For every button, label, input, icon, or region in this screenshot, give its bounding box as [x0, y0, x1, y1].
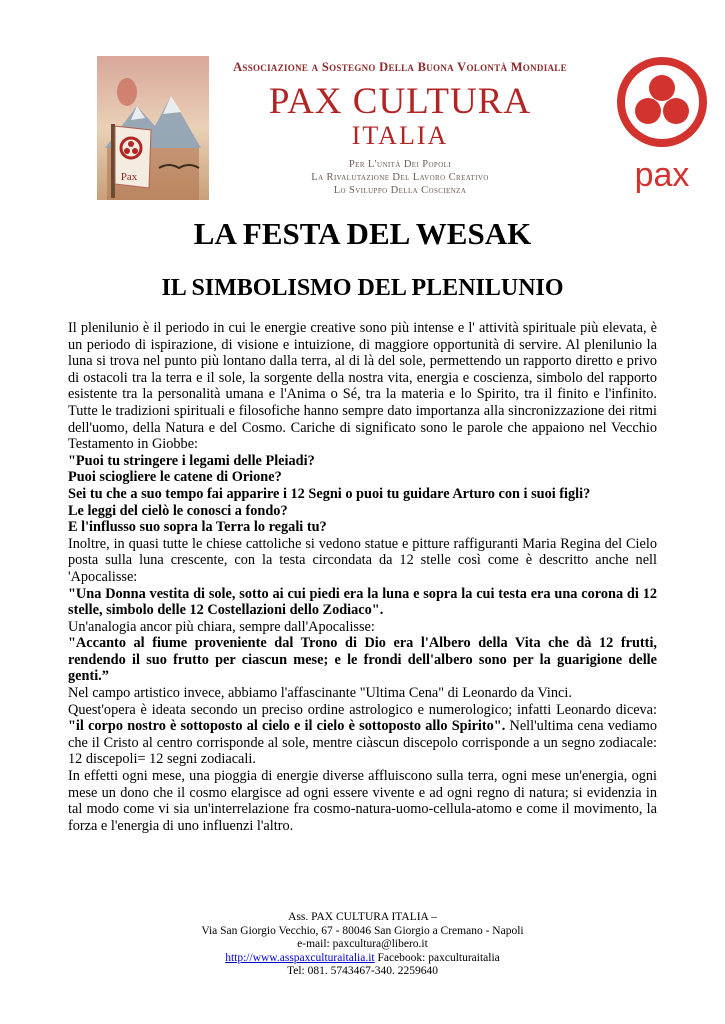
- quote-apocalypse-1: "Una Donna vestita di sole, sotto ai cui piedi era la luna e sopra la cui testa era una corona di 12 stelle, simbolo delle 12 Costellazioni dello Zodiaco".: [68, 585, 657, 619]
- quote-line: Puoi sciogliere le catene di Orione?: [68, 469, 282, 486]
- quote-line: "Puoi tu stringere i legami delle Pleiadi?: [68, 452, 315, 469]
- org-country: ITALIA: [351, 121, 449, 150]
- article-body: [68, 320, 657, 834]
- footer-address: Via San Giorgio Vecchio, 67 - 80046 San Giorgio a Cremano - Napoli: [201, 924, 524, 937]
- page-subtitle: IL SIMBOLISMO DEL PLENILUNIO: [161, 275, 564, 301]
- quote-line: E l'influsso suo sopra la Terra lo regali tu?: [68, 519, 327, 536]
- leonardo-intro: Quest'opera è ideata secondo un preciso ordine astrologico e numerologico; infatti Leonardo diceva:: [68, 701, 657, 718]
- paragraph-analogy: Un'analogia ancor più chiara, sempre dall'Apocalisse:: [68, 618, 375, 635]
- leonardo-quote: "il corpo nostro è sottoposto al cielo e il cielo è sottoposto allo Spirito".: [68, 718, 506, 735]
- footer-email: e-mail: paxcultura@libero.it: [297, 938, 428, 951]
- footer-phone: Tel: 081. 5743467-340. 2259640: [287, 965, 438, 978]
- page-title: LA FESTA DEL WESAK: [193, 216, 532, 251]
- motto-line: La Rivalutazione Del Lavoro Creativo: [311, 172, 489, 183]
- pax-logo: [614, 52, 710, 202]
- footer-facebook: Facebook: paxculturaitalia: [374, 951, 500, 964]
- website-link[interactable]: http://www.asspaxculturaitalia.it: [225, 951, 375, 964]
- paragraph-conclusion: In effetti ogni mese, una pioggia di energie diverse affluiscono sulla terra, ogni mese un'energia, ogni mese un dono che il cosmo elargisce ad ogni essere vivente e ad ogni regno di natura; si evidenzia in tal modo come vi sia un'interrelazione fra cosmo-natura-uomo-cellula-atomo e come il movimento, la forza e l'energia di uno influenzi l'altro.: [68, 768, 657, 834]
- mottos: [230, 158, 570, 197]
- quote-line: Sei tu che a suo tempo fai apparire i 12 Segni o puoi tu guidare Arturo con i suoi figli?: [68, 485, 591, 502]
- poster-text: Pax: [120, 171, 138, 183]
- logo-text: pax: [634, 156, 690, 194]
- motto-line: Lo Sviluppo Della Coscienza: [333, 185, 467, 196]
- quote-line: Le leggi del cielò le conosci a fondo?: [68, 502, 288, 519]
- paragraph-leonardo: [68, 702, 657, 768]
- leonardo-after: Nell'ultima cena vediamo che il Cristo al centro corrisponde al sole, mentre ciàscun discepolo corrisponde a un segno zodiacale: 12 discepoli= 12 segni zodiacali.: [68, 718, 657, 768]
- paragraph-churches: Inoltre, in quasi tutte le chiese cattoliche si vedono statue e pitture raffiguranti Maria Regina del Cielo posta sulla luna crescente, con la testa circondata da 12 stelle così come è descritto anche nell 'Apocalisse:: [68, 535, 657, 585]
- quote-apocalypse-2: "Accanto al fiume proveniente dal Trono di Dio era l'Albero della Vita che dà 12 frutti, rendendo il suo frutto per ciascun mese; e le frondi dell'albero sono per la guarigione delle genti.”: [68, 635, 657, 685]
- letterhead: [0, 0, 725, 205]
- footer-org: Ass. PAX CULTURA ITALIA –: [288, 911, 437, 923]
- footer-web-line: [0, 952, 725, 966]
- paragraph-art: Nel campo artistico invece, abbiamo l'affascinante "Ultima Cena" di Leonardo da Vinci.: [68, 685, 572, 702]
- motto-line: Per L'unità Dei Popoli: [348, 159, 452, 170]
- org-name: PAX CULTURA: [268, 81, 532, 122]
- pax-poster-image: [97, 56, 209, 200]
- association-line: Associazione a Sostegno Della Buona Volontà Mondiale: [233, 60, 567, 74]
- paragraph-intro: Il plenilunio è il periodo in cui le energie creative sono più intense e l' attività spirituale più elevata, è un periodo di ispirazione, di visione e intuizione, di maggiore opportunità di servire. Al plenilunio la luna si trova nel punto più lontano dalla terra, al di là del sole, permettendo un rapporto diretto e privo di ostacoli tra la terra e il sole, la sorgente della nostra vita, energia e coscienza, simbolo del rapporto esistente tra la personalità umana e l'Anima o Sé, tra la materia e lo Spirito, tra il finito e l'infinito. Tutte le tradizioni spirituali e filosofiche hanno sempre dato importanza alla sincronizzazione dei ritmi dell'uomo, della Natura e del Cosmo. Cariche di significato sono le parole che appaiono nel Vecchio Testamento in Giobbe:: [68, 320, 657, 453]
- footer: [0, 911, 725, 979]
